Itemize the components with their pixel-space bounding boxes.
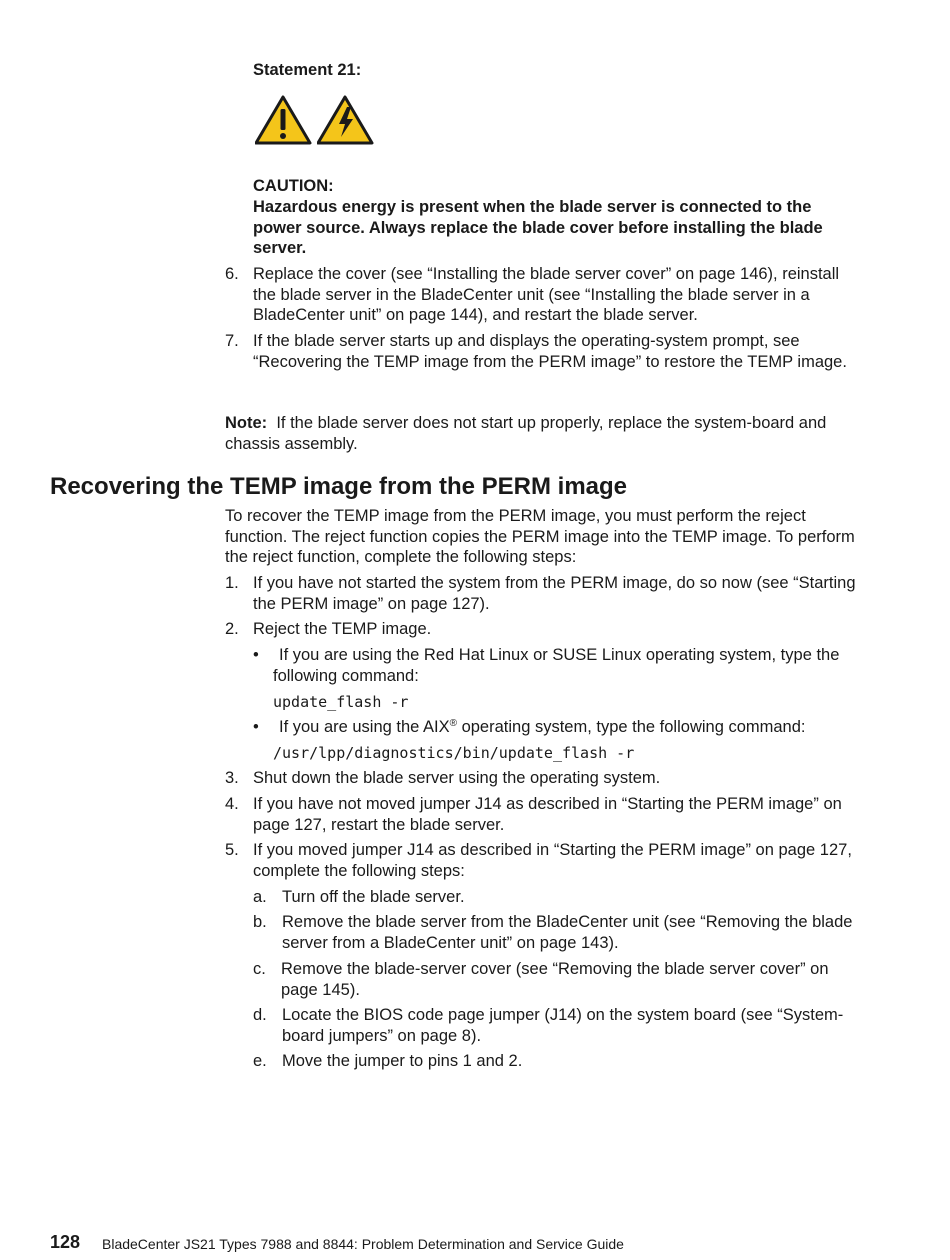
- bullet-mark: •: [253, 646, 259, 664]
- list-item: [225, 768, 865, 789]
- list-item: [225, 794, 865, 835]
- sublist-item: [253, 959, 865, 1000]
- note-label: Note:: [225, 414, 268, 432]
- list-number: 7.: [225, 332, 239, 350]
- sublist-text: Locate the BIOS code page jumper (J14) on the system board (see “System-board jumpers” on page 8).: [282, 1006, 844, 1045]
- list-number: 3.: [225, 769, 239, 787]
- sublist-letter: c.: [253, 960, 266, 978]
- list-item: [225, 331, 865, 372]
- sublist-item: [253, 1051, 865, 1072]
- footer-title: BladeCenter JS21 Types 7988 and 8844: Problem Determination and Service Guide: [102, 1236, 624, 1252]
- sublist-text: Turn off the blade server.: [282, 888, 465, 906]
- bullet-item: [253, 717, 863, 738]
- sublist-letter: b.: [253, 913, 267, 931]
- page-number: 128: [50, 1232, 81, 1252]
- list-number: 4.: [225, 795, 239, 813]
- bullet-text: If you are using the Red Hat Linux or SUSE Linux operating system, type the following command:: [273, 646, 840, 685]
- bullet-text: If you are using the AIX: [279, 718, 450, 736]
- sublist-item: [253, 912, 865, 953]
- electrical-hazard-icon: [317, 94, 377, 146]
- list-number: 5.: [225, 841, 239, 859]
- section-heading: Recovering the TEMP image from the PERM image: [50, 473, 628, 500]
- sublist-letter: d.: [253, 1006, 267, 1024]
- list-item-text: Reject the TEMP image.: [253, 620, 432, 638]
- list-item-text: If you have not started the system from the PERM image, do so now (see “Starting the PERM image” on page 127).: [253, 574, 856, 613]
- hazard-icons: [255, 94, 375, 146]
- caution-label: CAUTION:: [253, 177, 334, 195]
- list-item-text: If you moved jumper J14 as described in “Starting the PERM image” on page 127, complete the following steps:: [253, 841, 852, 880]
- bullet-item: [253, 645, 863, 686]
- list-item: [225, 840, 865, 881]
- command-text: /usr/lpp/diagnostics/bin/update_flash -r: [273, 744, 635, 762]
- sublist-item: [253, 1005, 865, 1046]
- sublist-item: [253, 887, 865, 908]
- list-item-text: Shut down the blade server using the operating system.: [253, 769, 661, 787]
- bullet-text: operating system, type the following command:: [456, 718, 806, 736]
- list-number: 1.: [225, 574, 239, 592]
- list-item: [225, 619, 865, 640]
- command-text: update_flash -r: [273, 693, 409, 711]
- note: [225, 413, 870, 454]
- list-item-text: If the blade server starts up and displays the operating-system prompt, see “Recovering the TEMP image from the PERM image” to restore the TEMP image.: [253, 332, 847, 371]
- sublist-letter: a.: [253, 888, 267, 906]
- section-intro: To recover the TEMP image from the PERM image, you must perform the reject function. The reject function copies the PERM image into the TEMP image. To perform the reject function, complete the following steps:: [225, 507, 855, 566]
- bullet-mark: •: [253, 718, 259, 736]
- list-number: 6.: [225, 265, 239, 283]
- note-text: If the blade server does not start up properly, replace the system-board and chassis assembly.: [225, 414, 827, 453]
- sublist-text: Move the jumper to pins 1 and 2.: [282, 1052, 523, 1070]
- sublist-text: Remove the blade-server cover (see “Removing the blade server cover” on page 145).: [281, 960, 829, 999]
- sublist-text: Remove the blade server from the BladeCenter unit (see “Removing the blade server from a BladeCenter unit” on page 143).: [282, 913, 853, 952]
- sublist-letter: e.: [253, 1052, 267, 1070]
- registered-mark: ®: [449, 718, 457, 729]
- list-item-text: If you have not moved jumper J14 as described in “Starting the PERM image” on page 127, restart the blade server.: [253, 795, 842, 834]
- list-number: 2.: [225, 620, 239, 638]
- list-item: [225, 573, 865, 614]
- statement-title: Statement 21:: [253, 61, 362, 79]
- list-item-text: Replace the cover (see “Installing the blade server cover” on page 146), reinstall the blade server in the BladeCenter unit (see “Installing the blade server in a BladeCenter unit” on page 144), and restart the blade server.: [253, 265, 840, 324]
- list-item: [225, 264, 865, 326]
- caution-text: Hazardous energy is present when the blade server is connected to the power source. Always replace the blade cover before installing the blade server.: [253, 198, 823, 257]
